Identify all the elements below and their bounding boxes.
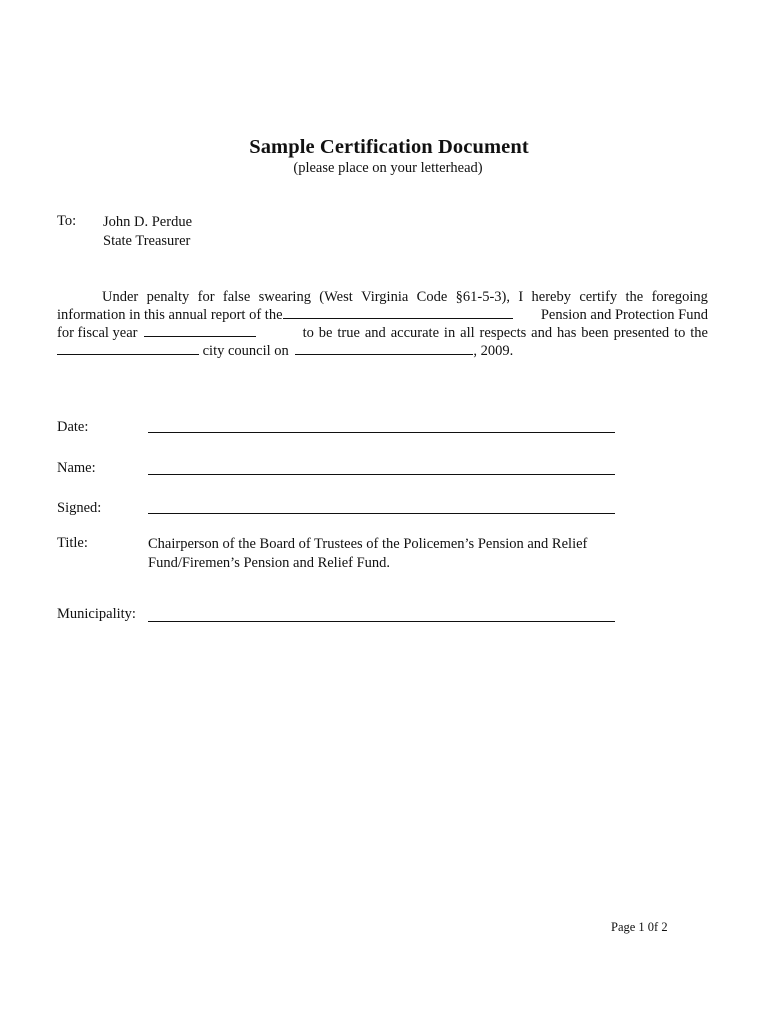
line-text: Pension and Protection Fund bbox=[540, 307, 708, 323]
word: Virginia bbox=[361, 289, 409, 305]
date-field[interactable] bbox=[148, 432, 615, 433]
word: hereby bbox=[531, 289, 571, 305]
signature-field[interactable] bbox=[148, 513, 615, 514]
paragraph-line-1 bbox=[102, 288, 708, 306]
recipient-name: John D. Perdue bbox=[103, 214, 193, 230]
line-text: for fiscal year bbox=[57, 325, 138, 341]
paragraph-line-3 bbox=[57, 324, 708, 342]
word: the bbox=[625, 289, 644, 305]
line-text: to be true and accurate in all respects and has been presented to the bbox=[302, 325, 708, 341]
signed-label: Signed: bbox=[57, 500, 102, 516]
title-value bbox=[148, 535, 587, 573]
paragraph-line-4 bbox=[57, 342, 708, 360]
title-value-line: Chairperson of the Board of Trustees of the Policemen’s Pension and Relief bbox=[148, 536, 588, 552]
city-blank[interactable] bbox=[57, 342, 199, 355]
word: (West bbox=[319, 289, 353, 305]
word: foregoing bbox=[651, 289, 708, 305]
recipient-block bbox=[103, 213, 192, 251]
word: penalty bbox=[146, 289, 190, 305]
word: certify bbox=[579, 289, 618, 305]
line-text: city council on bbox=[202, 343, 289, 359]
to-label: To: bbox=[57, 213, 77, 229]
word: Under bbox=[102, 289, 139, 305]
municipality-label: Municipality: bbox=[57, 606, 136, 622]
document-title: Sample Certification Document bbox=[249, 136, 529, 158]
word: for bbox=[197, 289, 215, 305]
name-label: Name: bbox=[57, 460, 96, 476]
line-text: information in this annual report of the bbox=[57, 307, 283, 323]
name-field[interactable] bbox=[148, 474, 615, 475]
word: §61-5-3), bbox=[455, 289, 510, 305]
word: Code bbox=[416, 289, 448, 305]
date-label: Date: bbox=[57, 419, 89, 435]
title-label: Title: bbox=[57, 535, 88, 551]
municipality-field[interactable] bbox=[148, 621, 615, 622]
recipient-title: State Treasurer bbox=[103, 233, 191, 249]
word: swearing bbox=[258, 289, 311, 305]
fiscal-year-blank[interactable] bbox=[144, 324, 256, 337]
title-value-line: Fund/Firemen’s Pension and Relief Fund. bbox=[148, 555, 391, 571]
page-number: Page 1 0f 2 bbox=[611, 920, 668, 934]
document-subtitle: (please place on your letterhead) bbox=[293, 160, 483, 176]
council-date-blank[interactable] bbox=[295, 342, 473, 355]
paragraph-line-2 bbox=[57, 306, 708, 324]
fund-name-blank[interactable] bbox=[283, 306, 513, 319]
word: I bbox=[518, 289, 524, 305]
word: false bbox=[222, 289, 251, 305]
line-text: , 2009. bbox=[473, 343, 514, 359]
